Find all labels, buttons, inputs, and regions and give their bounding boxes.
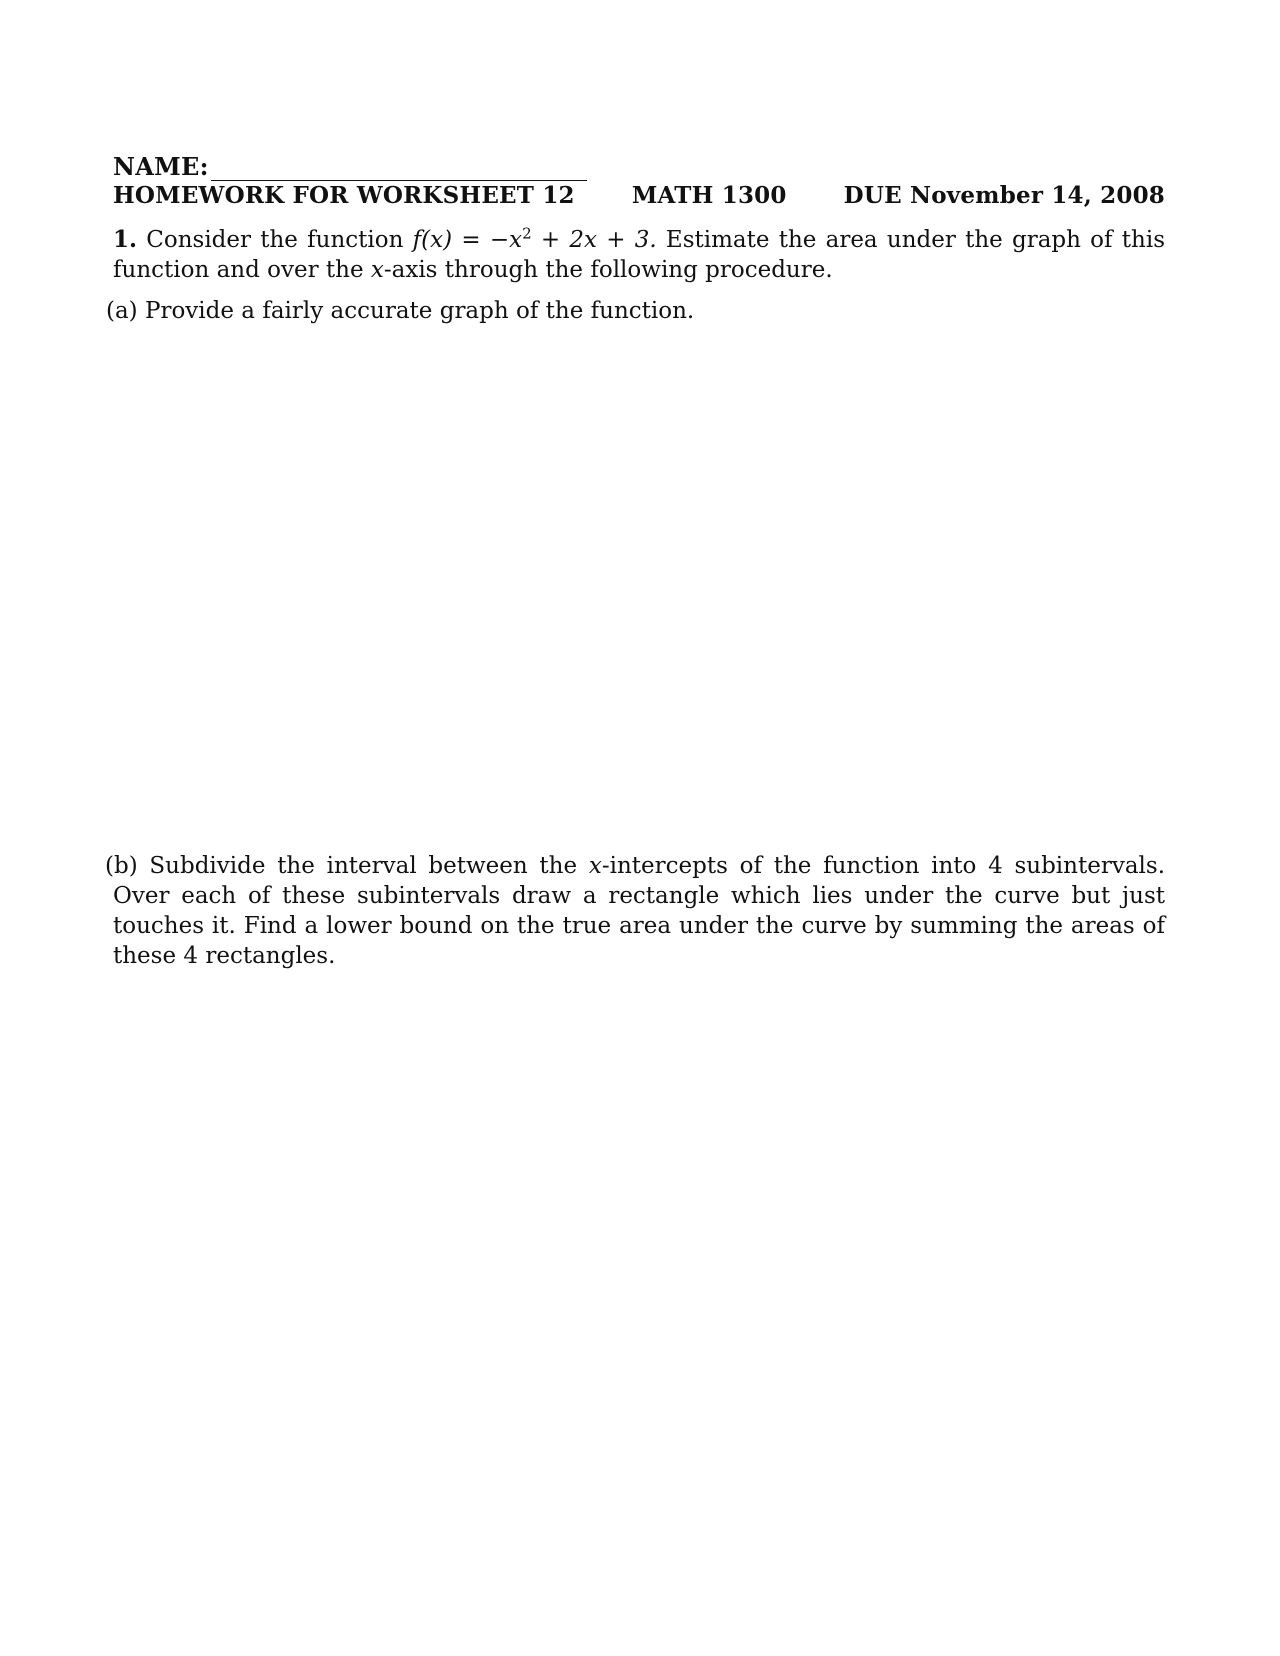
header-row [113,182,1165,209]
problem-text-after: Estimate the area under the graph of this function and over the [113,227,1165,283]
name-blank-line [211,158,587,181]
name-label: NAME: [113,152,209,181]
part-a-text: Provide a fairly accurate graph of the function. [144,298,695,324]
function-name: f [412,227,422,253]
problem-text-before: Consider the function [137,227,413,253]
problem-1-statement [113,225,1165,285]
part-b-text-before: Subdivide the interval between the [149,853,589,879]
due-date: DUE November 14, 2008 [843,182,1165,209]
part-b-text-after: -intercepts of the function into 4 subintervals. Over each of these subintervals draw a rectangle which lies under the curve but just touches it. Find a lower bound on the true area under the curve by summing the areas of these 4 rectangles. [113,853,1165,969]
part-b-label: (b) [105,853,138,879]
function-expression-rest: + 2x + 3. [531,227,657,253]
name-field [113,152,587,181]
problem-text-end: -axis through the following procedure. [383,257,833,283]
course-code: MATH 1300 [631,182,787,209]
part-b [105,851,1165,971]
function-expression: (x) = −x [421,227,523,253]
homework-title: HOMEWORK FOR WORKSHEET 12 [113,182,575,209]
x-variable: x [370,257,384,283]
x-variable: x [588,853,602,879]
part-a [106,296,1158,326]
function-exponent: 2 [522,224,532,243]
problem-number: 1. [113,226,138,253]
part-a-label: (a) [106,298,138,324]
